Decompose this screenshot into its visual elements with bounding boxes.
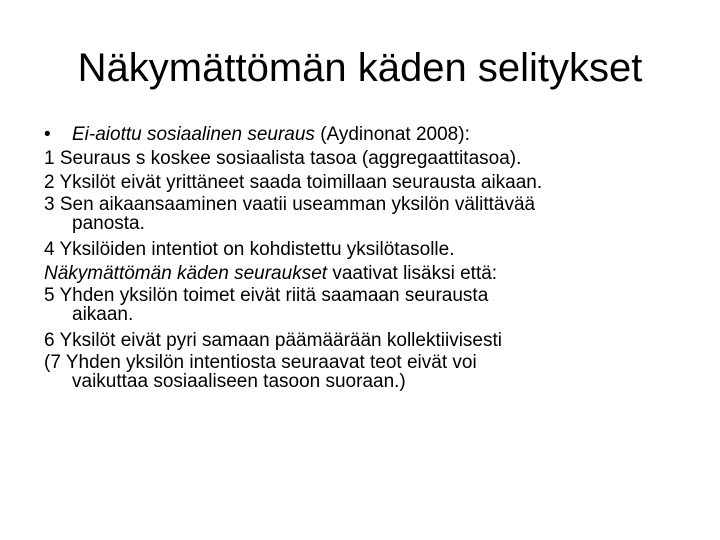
list-item-5-line-1: 5 Yhden yksilön toimet eivät riitä saamaan seurausta (44, 285, 489, 306)
list-item-3-line-1: 3 Sen aikaansaaminen vaatii useamman yksilön välittävää (44, 194, 536, 215)
intro-italic: Ei-aiottu sosiaalinen seuraus (72, 124, 315, 145)
list-item-5-line-2: aikaan. (72, 304, 134, 325)
list-item-7 (44, 353, 704, 391)
list-item-3 (44, 195, 704, 233)
list-item-4: 4 Yksilöiden intentiot on kohdistettu yksilötasolle. (44, 239, 455, 260)
intro-rest: (Aydinonat 2008): (314, 124, 470, 145)
condition-italic: Näkymättömän käden seuraukset (44, 263, 328, 284)
list-item-1: 1 Seuraus s koskee sosiaalista tasoa (aggregaattitasoa). (44, 148, 522, 169)
condition-rest: vaativat lisäksi että: (327, 263, 498, 284)
list-item-5 (44, 286, 704, 324)
list-item-2: 2 Yksilöt eivät yrittäneet saada toimillaan seurausta aikaan. (44, 172, 543, 193)
list-item-7-line-1: (7 Yhden yksilön intentiosta seuraavat teot eivät voi (44, 352, 477, 373)
list-item-7-line-2: vaikuttaa sosiaaliseen tasoon suoraan.) (72, 371, 406, 392)
intro-line (44, 123, 704, 147)
condition-line (44, 262, 704, 286)
bullet-icon: • (44, 124, 51, 145)
list-item-3-line-2: panosta. (72, 213, 145, 234)
slide-body (44, 123, 704, 391)
slide-title: Näkymättömän käden selitykset (77, 46, 643, 90)
list-item-6: 6 Yksilöt eivät pyri samaan päämäärään kollektiivisesti (44, 330, 502, 351)
